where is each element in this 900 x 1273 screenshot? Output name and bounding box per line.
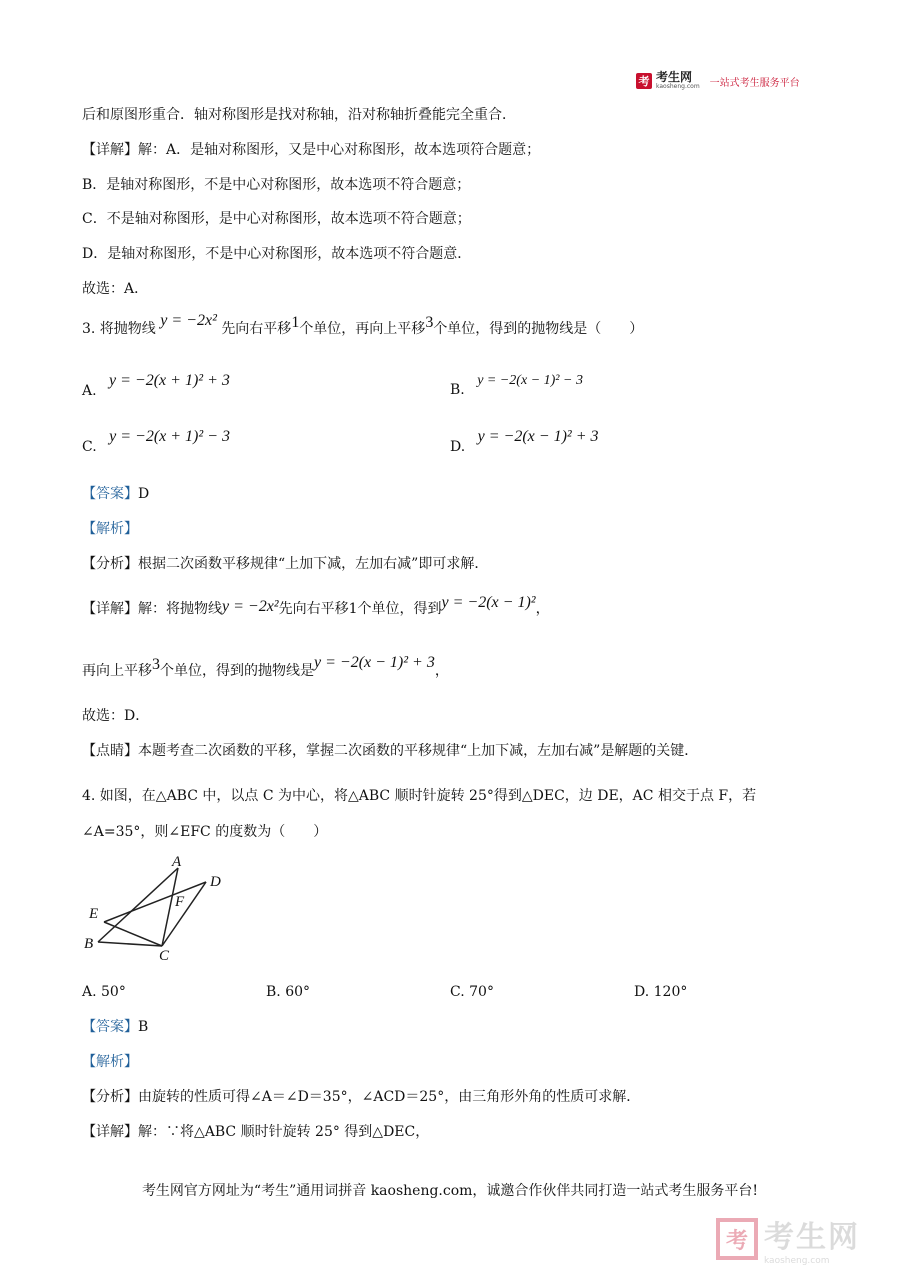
q3-fenxi: 【分析】根据二次函数平移规律“上加下减，左加右减”即可求解．: [82, 556, 489, 572]
text-line: B．是轴对称图形，不是中心对称图形，故本选项不符合题意；: [82, 177, 471, 193]
label-f: F: [175, 894, 185, 910]
logo-icon: 考: [636, 73, 652, 89]
label-c: C: [159, 948, 170, 964]
q3-stem: 3. 将抛物线 y = −2x² 先向右平移1个单位，再向上平移3个单位，得到的抛物线是（ ）: [82, 312, 644, 337]
q3-detail: 【详解】解：将抛物线y = −2x²先向右平移1个单位，得到y = −2(x − 1)²，: [82, 594, 550, 617]
q4-stem-1: 4. 如图，在△ABC 中，以点 C 为中心，将△ABC 顺时针旋转 25°得到△DEC，边 DE，AC 相交于点 F，若: [82, 788, 757, 804]
q4-stem-2: ∠A=35°，则∠EFC 的度数为（ ）: [82, 824, 328, 840]
watermark-name: 考生网: [764, 1220, 860, 1255]
footer-text: 考生网官方网址为“考生”通用词拼音 kaosheng.com，诚邀合作伙伴共同打造一站式考生服务平台!: [141, 1183, 759, 1199]
q4-option-d[interactable]: D. 120°: [634, 984, 688, 1000]
q4-detail: 【详解】解：∵将△ABC 顺时针旋转 25° 得到△DEC，: [82, 1124, 430, 1140]
q3-analysis-tag: 【解析】: [82, 521, 138, 537]
text-line: 故选：A．: [82, 281, 149, 297]
header-logo: [636, 72, 800, 90]
text-line: 【详解】解：A．是轴对称图形，又是中心对称图形，故本选项符合题意；: [82, 142, 541, 158]
q4-fenxi: 【分析】由旋转的性质可得∠A＝∠D＝35°，∠ACD＝25°，由三角形外角的性质可求解．: [82, 1089, 641, 1105]
watermark-domain: kaosheng.com: [764, 1256, 830, 1266]
q4-option-b[interactable]: B. 60°: [266, 984, 311, 1000]
q3-option-b[interactable]: B. y = −2(x − 1)² − 3: [450, 373, 583, 398]
q3-option-a[interactable]: A. y = −2(x + 1)² + 3: [82, 372, 230, 399]
q3-dianjing: 【点睛】本题考查二次函数的平移，掌握二次函数的平移规律“上加下减，左加右减”是解题的关键．: [82, 743, 699, 759]
logo-slogan: 一站式考生服务平台: [709, 77, 800, 89]
q3-answer: 【答案】D: [82, 486, 150, 502]
label-b: B: [84, 936, 94, 952]
q3-detail-2: 再向上平移3个单位，得到的抛物线是y = −2(x − 1)² + 3，: [82, 654, 449, 679]
q4-option-a[interactable]: A. 50°: [82, 984, 126, 1000]
q4-option-c[interactable]: C. 70°: [450, 984, 494, 1000]
q3-choose: 故选：D．: [82, 708, 150, 724]
logo-name: 考生网: [656, 70, 693, 84]
label-e: E: [89, 906, 99, 922]
label-d: D: [210, 874, 221, 890]
text-line: C．不是轴对称图形，是中心对称图形，故本选项不符合题意；: [82, 211, 471, 227]
q3-option-c[interactable]: C. y = −2(x + 1)² − 3: [82, 428, 230, 455]
q3-stem-formula: y = −2x²: [160, 312, 217, 329]
watermark-icon: 考: [716, 1218, 758, 1260]
text-line: 后和原图形重合．轴对称图形是找对称轴，沿对称轴折叠能完全重合．: [82, 107, 516, 123]
watermark-logo: [716, 1212, 860, 1266]
q4-answer: 【答案】B: [82, 1019, 149, 1035]
label-a: A: [172, 854, 182, 870]
q3-option-d[interactable]: D. y = −2(x − 1)² + 3: [450, 428, 599, 455]
q4-figure: [82, 850, 242, 965]
text-line: D．是轴对称图形，不是中心对称图形，故本选项不符合题意．: [82, 246, 472, 262]
q4-analysis-tag: 【解析】: [82, 1054, 138, 1070]
logo-domain: kaosheng.com: [656, 83, 700, 90]
detail-tag: 【详解】: [82, 142, 138, 158]
